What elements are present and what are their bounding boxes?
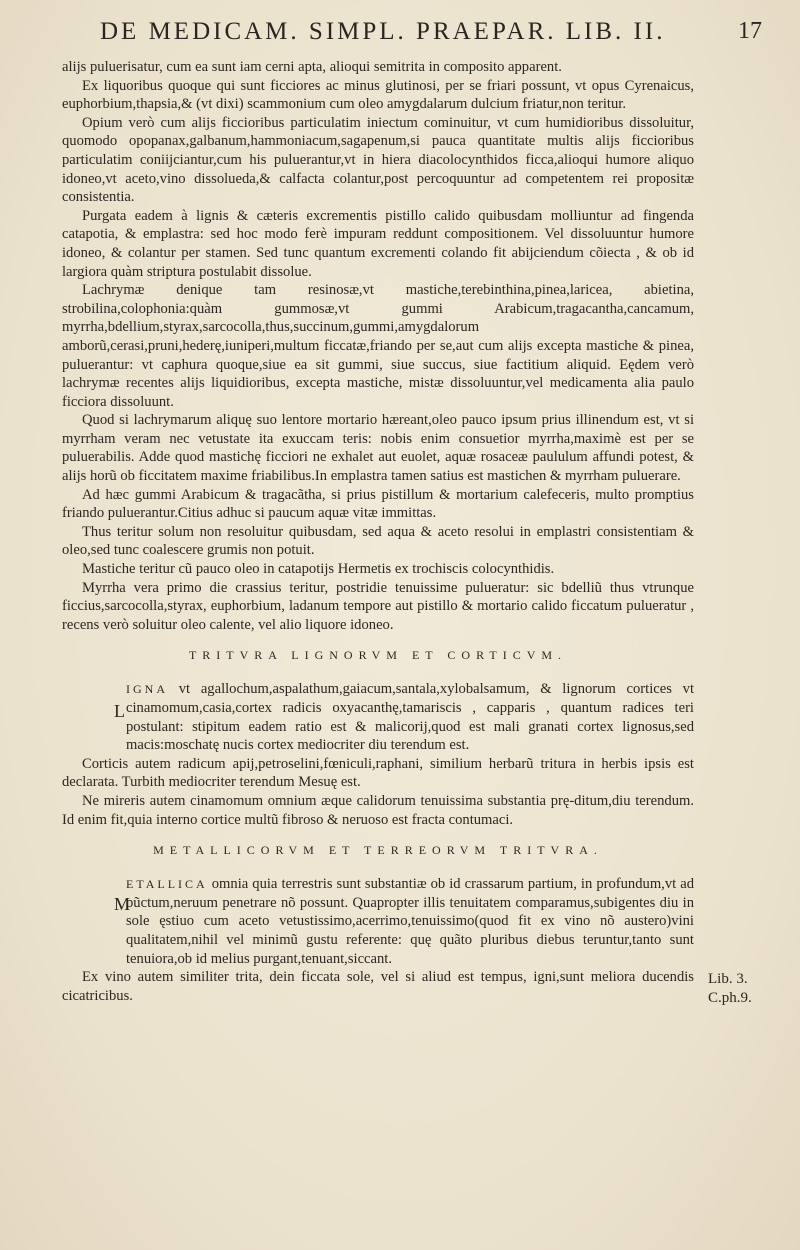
paragraph: Opium verò cum alijs ficcioribus particulatim iniectum cominuitur, vt cum humidioribus dissoluitur, quomodo opopanax,galbanum,hammoniacum,sagapenum,si pauca quantitate multis alijs ficcioribus particulatim coniijciantur,cum his puluerantur,vt in hiera diacolocynthidos ficca,alioqui humore aliquo idoneo,vt aceto,vino dissolueda,& calfacta colantur,post percoquuntur ad competentem rei propositæ consistentia.	[62, 114, 694, 206]
section-heading: METALLICORVM ET TERREORVM TRITVRA.	[153, 843, 603, 858]
paragraph: Ex liquoribus quoque qui sunt ficciores ac minus glutinosi, per se friari possunt, vt opus Cyrenaicus, euphorbium,thapsia,& (vt dixi) scammonium cum oleo amygdalarum dulcium friatur,non teritur.	[62, 77, 694, 113]
running-header	[70, 18, 770, 54]
section-opening	[62, 875, 694, 968]
marginal-reference: C.ph.9.	[708, 990, 752, 1006]
paragraph: Purgata eadem à lignis & cæteris excrementis pistillo calido quibusdam molliuntur ad fingenda catapotia, & emplastra: sed hoc modo ferè impuram reddunt compositionem. Vel dissoluuntur humore idoneo, & colantur per stamen. Sed tunc quantum excrementi colando fit abijciendum cõiecta , & ob id largiora quàm striptura postulabit dissolue.	[62, 207, 694, 280]
paragraph: Quod si lachrymarum aliquę suo lentore mortario hæreant,oleo pauco ipsum prius illinendum est, vt si myrrham veram nec vetustate ita exuccam teris: nobis enim consuetior myrrha,maximè est per se puluerabilis. Adde quod mastichę ficciori ne exhalet aut euolet, aquæ rosaceæ paululum affundi potest, & alijs horũ ob ficcitatem maxime friabilibus.In emplastra tamen satius est mastichen & myrrham puluerare.	[62, 412, 694, 485]
paragraph: Ne mireris autem cinamomum omnium æque calidorum tenuissima substantia prę-ditum,diu terendum. Id enim fit,quia interno cortice multũ fibroso & neruoso est fracta contumaci.	[62, 792, 694, 828]
marginal-reference: Lib. 3.	[708, 971, 748, 987]
drop-capital: L	[114, 701, 125, 722]
paragraph: Thus teritur solum non resoluitur quibusdam, sed aqua & aceto resolui in emplastri consistentiam & oleo,sed tunc coalescere grumis non potuit.	[62, 523, 694, 559]
paragraph: Myrrha vera primo die crassius teritur, postridie tenuissime pulueratur: sic bdelliũ thus vtrunque ficcius,sarcocolla,styrax, euphorbium, ladanum tempore aut pistillo & mortario calido ficcatum pulueratur , recens verò soluitur oleo calente, vel alio liquore idoneo.	[62, 579, 694, 633]
lead-in-word: IGNA	[126, 682, 168, 697]
paragraph: Ad hæc gummi Arabicum & tragacãtha, si prius pistillum & mortarium calefeceris, multo promptius friando puluerantur.Citius adhuc si paucum aquæ vitæ immittas.	[62, 486, 694, 522]
running-title: DE MEDICAM. SIMPL. PRAEPAR. LIB. II.	[100, 18, 666, 45]
lead-in-word: ETALLICA	[126, 877, 208, 892]
paragraph: alijs puluerisatur, cum ea sunt iam cerni apta, alioqui semitrita in composito apparent.	[62, 59, 562, 75]
paragraph: Ex vino autem similiter trita, dein ficcata sole, vel si aliud est tempus, igni,sunt meliora ducendis cicatricibus.	[62, 969, 694, 1004]
paragraph: vt agallochum,aspalathum,gaiacum,santala,xylobalsamum, & lignorum cortices vt cinamomum,casia,cortex radicis oxyacanthę,tamariscis , capparis , quantum radices teri postulant: stipitum eadem ratio est & malicorij,quod est mali granati cortex lignosus,sed macis:moschatę nucis cortex mediocriter diu terendum est.	[126, 681, 694, 754]
text-body	[62, 58, 694, 1005]
section-opening	[62, 680, 694, 754]
paragraph: omnia quia terrestris sunt substantiæ ob id crassarum partium, in profundum,vt ad pũctum,neruum penetrare nõ possunt. Quapropter illis tenuitatem comparamus,subigentes diu in sole ęstiuo cum aceto vetustissimo,acerrimo,tenuissimo(quod fit ex vino nõ austero)vini qualitatem,nihil vel minimũ gustu referente: quę quãto pluribus diebus teruntur,tanto sunt tenuiora,ob id melius purgant,tenuant,siccant.	[126, 876, 694, 967]
paragraph: Corticis autem radicum apij,petroselini,fœniculi,raphani, similium herbarũ tritura in herbis ipsis est declarata. Turbith mediocriter terendum Mesuę est.	[62, 755, 694, 791]
drop-capital: M	[114, 894, 131, 915]
paragraph: Lachrymæ denique tam resinosæ,vt mastiche,terebinthina,pinea,laricea, abietina, strobilina,colophonia:quàm gummosæ,vt gummi Arabicum,tragacantha,cancamum, myrrha,bdellium,styrax,sarcocolla,thus,succinum,gummi,amygdalorum amborũ,cerasi,pruni,hederę,iuniperi,multum ficcatæ,friando per se,aut cum alijs excepta mastiche & pinea, puluerantur: vt caphura quoque,siue ea sit gummi, siue succus, siue factitium aliquid. Eędem verò lachrymæ recentes alijs liquidioribus, excepta mastiche, mistæ dissoluuntur,vel medicamenta alia paulo ficciora dissoluunt.	[62, 282, 694, 410]
paragraph: Mastiche teritur cũ pauco oleo in catapotijs Hermetis ex trochiscis colocynthidis.	[82, 561, 555, 578]
page-number: 17	[738, 18, 762, 44]
section-heading: TRITVRA LIGNORVM ET CORTICVM.	[188, 648, 568, 663]
